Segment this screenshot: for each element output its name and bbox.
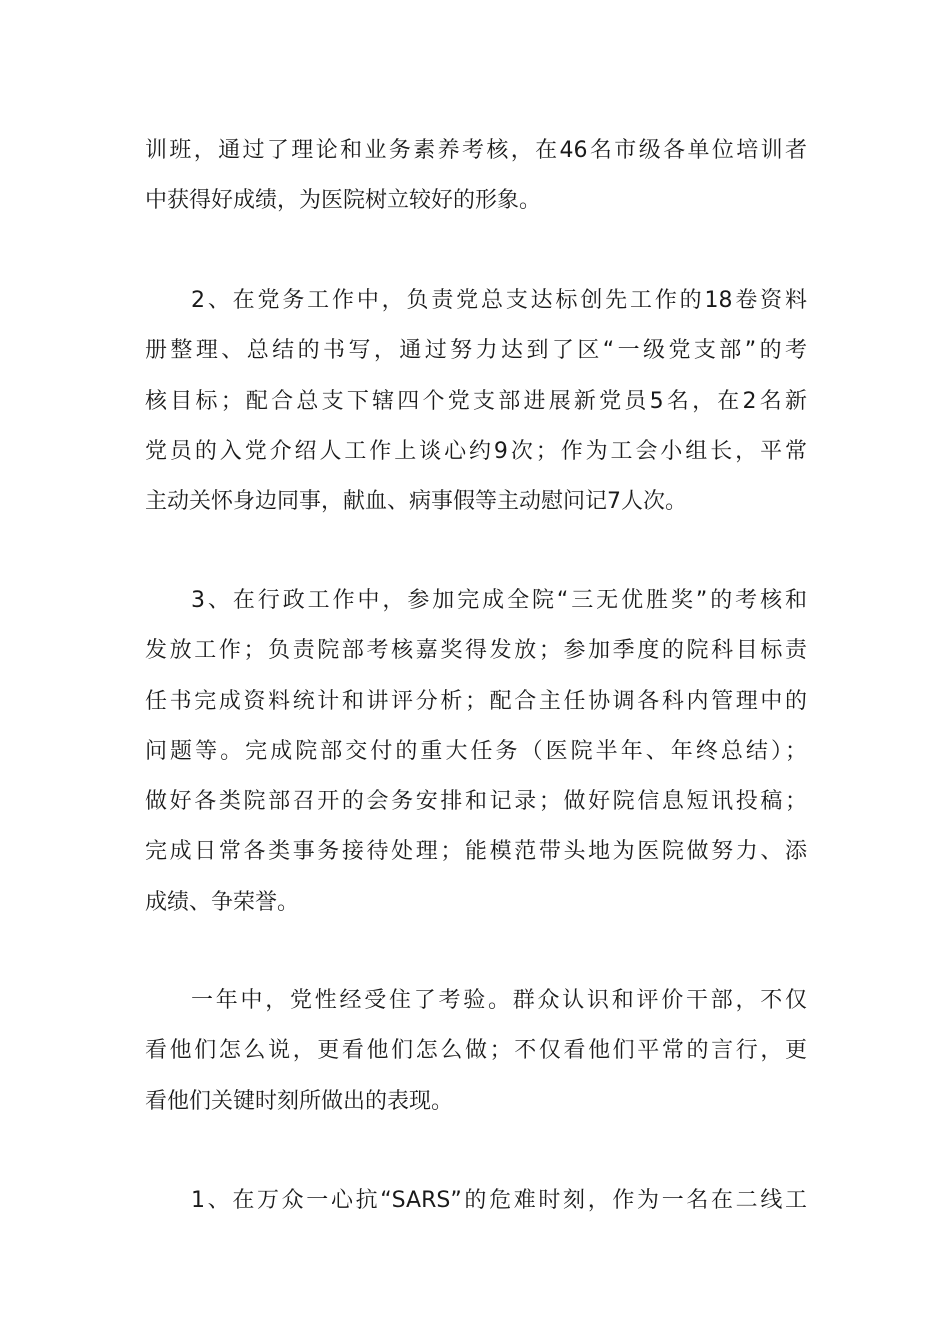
text-line: 完成日常各类事务接待处理；能模范带头地为医院做努力、添 — [145, 839, 807, 865]
text-line: 做好各类院部召开的会务安排和记录；做好院信息短讯投稿； — [145, 789, 807, 815]
text-line: 看他们关键时刻所做出的表现。 — [145, 1088, 454, 1114]
text-line: 1、在万众一心抗“SARS”的危难时刻，作为一名在二线工 — [191, 1188, 807, 1213]
text-line: 中获得好成绩，为医院树立较好的形象。 — [145, 188, 542, 214]
paragraph-administrative-work — [145, 576, 807, 928]
text-line: 党员的入党介绍人工作上谈心约9次；作为工会小组长，平常 — [145, 438, 807, 464]
text-line: 册整理、总结的书写，通过努力达到了区“一级党支部”的考 — [145, 338, 807, 364]
paragraph-year-summary — [145, 976, 807, 1127]
text-line: 核目标；配合总支下辖四个党支部进展新党员5名，在2名新 — [145, 388, 807, 414]
paragraph-party-work — [145, 276, 807, 527]
text-line: 问题等。完成院部交付的重大任务（医院半年、年终总结）； — [145, 738, 807, 764]
text-line: 任书完成资料统计和讲评分析；配合主任协调各科内管理中的 — [145, 688, 807, 714]
paragraph-training-result — [145, 126, 807, 227]
text-line: 主动关怀身边同事，献血、病事假等主动慰问记7人次。 — [145, 489, 687, 515]
text-line: 成绩、争荣誉。 — [145, 889, 300, 915]
text-line: 2、在党务工作中，负责党总支达标创先工作的18卷资料 — [191, 288, 807, 313]
paragraph-sars — [145, 1176, 807, 1226]
text-line: 看他们怎么说，更看他们怎么做；不仅看他们平常的言行，更 — [145, 1038, 807, 1064]
text-line: 发放工作；负责院部考核嘉奖得发放；参加季度的院科目标责 — [145, 638, 807, 664]
text-line: 3、在行政工作中，参加完成全院“三无优胜奖”的考核和 — [191, 588, 807, 613]
text-line: 一年中，党性经受住了考验。群众认识和评价干部，不仅 — [191, 988, 807, 1013]
text-line: 训班，通过了理论和业务素养考核，在46名市级各单位培训者 — [145, 138, 807, 163]
